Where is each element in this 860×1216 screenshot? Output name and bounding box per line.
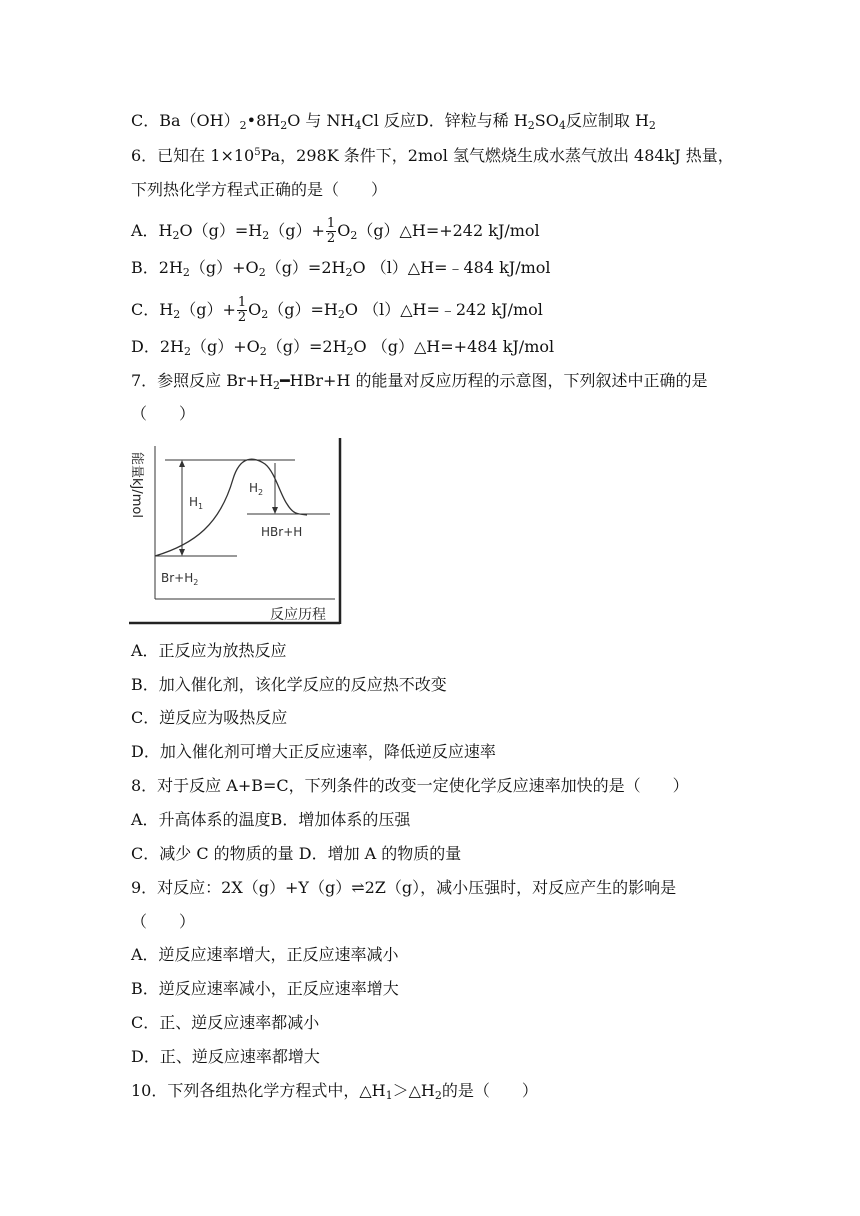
q7-option-b: B．加入催化剂，该化学反应的反应热不改变 xyxy=(131,675,447,694)
q6-stem-line2: 下列热化学方程式正确的是（ ） xyxy=(131,180,388,199)
q7-option-c: C．逆反应为吸热反应 xyxy=(131,708,288,727)
fraction-one-half: $\frac{1}{2}$ xyxy=(237,295,247,325)
q7-option-d: D．加入催化剂可增大正反应速率，降低逆反应速率 xyxy=(131,742,496,761)
y-axis-label: 能量kJ/mol xyxy=(129,452,144,518)
q9-option-d: D．正、逆反应速率都增大 xyxy=(131,1047,320,1066)
reactant-label: $Br+H_2$ xyxy=(161,571,199,587)
fraction-one-half: $\frac{1}{2}$ xyxy=(326,216,336,246)
x-axis-label: 反应历程 xyxy=(270,607,326,623)
q7-stem-line1: 7．参照反应 $Br+H_2━HBr+H$ 的能量对反应历程的示意图，下列叙述中正确的是 xyxy=(131,371,708,392)
h2-arrowhead-bottom xyxy=(272,507,278,514)
q9-option-c: C．正、逆反应速率都减小 xyxy=(131,1013,320,1032)
energy-profile-diagram xyxy=(125,434,347,628)
product-label: HBr+H xyxy=(261,525,303,539)
q10-stem: 10．下列各组热化学方程式中，$\triangle H_1>\triangle H_2$的是（ ） xyxy=(131,1081,538,1102)
q5-option-c-d: C．$Ba(OH)_2•8H_2O$ 与 $NH_4Cl$ 反应D．锌粒与稀 $H_2SO_4$反应制取 $H_2$ xyxy=(131,111,656,132)
h1-arrowhead-bottom xyxy=(179,549,185,556)
q7-stem-line2: （ ） xyxy=(131,404,196,423)
q8-stem: 8．对于反应 A+B=C，下列条件的改变一定使化学反应速率加快的是（ ） xyxy=(131,776,689,795)
q9-option-a: A．逆反应速率增大，正反应速率减小 xyxy=(131,945,399,964)
q6-option-d: D．$2H_2(g)+O_2(g)=2H_2O$ （g）△H=+484 kJ/mol xyxy=(131,337,555,358)
h1-arrowhead-top xyxy=(179,460,185,467)
q8-options-c-d: C．减少 C 的物质的量 D．增加 A 的物质的量 xyxy=(131,844,462,863)
q6-option-a: A．$H_2O(g)=H_2(g)+$ $\frac{1}{2}$ $O_2(g)\triangle H=+242$ kJ/mol xyxy=(131,216,540,246)
h2-label: $H_2$ xyxy=(249,481,264,497)
q7-option-a: A．正反应为放热反应 xyxy=(131,641,287,660)
h1-label: $H_1$ xyxy=(189,495,204,511)
q9-stem-line1: 9．对反应：2X（g）+Y（g）⇌2Z（g），减小压强时，对反应产生的影响是 xyxy=(131,878,677,897)
q6-stem-line1: 6．已知在 $1\times 10^5Pa$，298K 条件下，2mol 氢气燃烧生成水蒸气放出 484kJ 热量， xyxy=(131,146,734,165)
q6-option-c: C．$H_2(g)+$ $\frac{1}{2}$ $O_2(g)=H_2O$ （l）△H=﹣242 kJ/mol xyxy=(131,295,543,325)
q6-option-b: B．$2H_2(g)+O_2(g)=2H_2O$ （l）△H=﹣484 kJ/mol xyxy=(131,258,551,279)
q8-options-a-b: A．升高体系的温度B．增加体系的压强 xyxy=(131,810,411,829)
q9-stem-line2: （ ） xyxy=(131,912,196,931)
energy-curve xyxy=(155,459,307,556)
q9-option-b: B．逆反应速率减小，正反应速率增大 xyxy=(131,979,399,998)
